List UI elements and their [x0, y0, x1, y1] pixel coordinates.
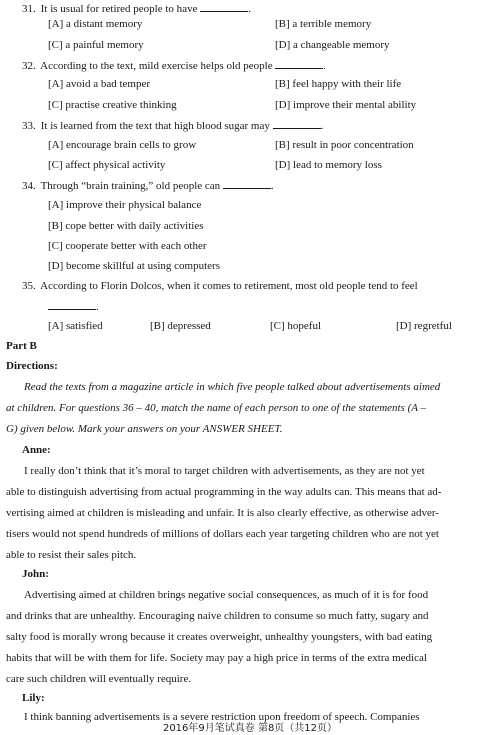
answer-blank: [48, 300, 96, 310]
option-a: [A] encourage brain cells to grow: [48, 139, 197, 151]
question-33: 33. It is learned from the text that high blood sugar may .: [22, 120, 324, 132]
question-stem: It is learned from the text that high blood sugar may: [40, 120, 270, 132]
option-c: [C] practise creative thinking: [48, 99, 177, 111]
question-stem: According to Florin Dolcos, when it comes to retirement, most old people tend to feel: [40, 280, 418, 292]
option-d: [D] improve their mental ability: [275, 99, 417, 111]
option-c: [C] a painful memory: [48, 39, 144, 51]
paragraph-line: salty food is morally wrong because it creates overweight, unhealthy youngsters, with bad eating: [6, 631, 433, 643]
question-stem: Through “brain training,” old people can: [40, 180, 221, 192]
speaker-name: John:: [22, 568, 49, 580]
answer-blank: [273, 119, 321, 129]
question-number: 34.: [22, 180, 36, 192]
option-c: [C] hopeful: [270, 320, 322, 332]
paragraph-line: care such children will eventually require.: [6, 673, 192, 685]
option-a: [A] avoid a bad temper: [48, 78, 151, 90]
speaker-name: Anne:: [22, 444, 51, 456]
paragraph-line: and drinks that are unhealthy. Encouraging naive children to consume so much fatty, sugary and: [6, 610, 429, 622]
question-stem: It is usual for retired people to have: [40, 3, 198, 15]
paragraph-line: habits that will be with them for life. Society may pay a high price in terms of the extra medical: [6, 652, 427, 664]
question-number: 35.: [22, 280, 36, 292]
question-31: 31. It is usual for retired people to have .: [22, 3, 251, 15]
option-b: [B] depressed: [150, 320, 211, 332]
section-heading: Part B: [6, 340, 37, 352]
option-b: [B] result in poor concentration: [275, 139, 414, 151]
directions-line: at children. For questions 36 – 40, match the name of each person to one of the statements (A –: [6, 402, 427, 414]
option-a: [A] satisfied: [48, 320, 103, 332]
paragraph-line: able to resist their sales pitch.: [6, 549, 137, 561]
option-d: [D] regretful: [396, 320, 452, 332]
option-b: [B] cope better with daily activities: [48, 220, 204, 232]
directions-line: G) given below. Mark your answers on your ANSWER SHEET.: [6, 423, 283, 435]
answer-blank: [200, 2, 248, 12]
paragraph-line: I really don’t think that it’s moral to target children with advertisements, as they are not yet: [24, 465, 425, 477]
option-c: [C] cooperate better with each other: [48, 240, 207, 252]
option-b: [B] feel happy with their life: [275, 78, 402, 90]
answer-blank: [275, 59, 323, 69]
paragraph-line: vertising aimed at children is misleading and unfair. It is also clearly effective, as otherwise adver-: [6, 507, 440, 519]
speaker-name: Lily:: [22, 692, 45, 704]
answer-blank-line: .: [48, 300, 99, 314]
paragraph-line: I think banning advertisements is a severe restriction upon freedom of speech. Companies: [24, 711, 420, 723]
paragraph-line: able to distinguish advertising from actual programming in the way adults can. This means that ad-: [6, 486, 442, 498]
question-32: 32. According to the text, mild exercise helps old people .: [22, 60, 327, 72]
directions-line: Read the texts from a magazine article in which five people talked about advertisements aimed: [24, 381, 441, 393]
paragraph-line: tisers would not spend hundreds of millions of dollars each year targeting children who are not yet: [6, 528, 439, 540]
option-d: [D] a changeable memory: [275, 39, 390, 51]
option-a: [A] a distant memory: [48, 18, 143, 30]
answer-blank: [223, 179, 271, 189]
option-a: [A] improve their physical balance: [48, 199, 202, 211]
option-d: [D] become skillful at using computers: [48, 260, 220, 272]
question-stem: According to the text, mild exercise helps old people: [40, 60, 273, 72]
option-b: [B] a terrible memory: [275, 18, 372, 30]
question-number: 32.: [22, 60, 36, 72]
question-35: [22, 280, 492, 293]
option-d: [D] lead to memory loss: [275, 159, 382, 171]
directions-label: Directions:: [6, 360, 58, 372]
question-number: 31.: [22, 3, 36, 15]
question-number: 33.: [22, 120, 36, 132]
option-c: [C] affect physical activity: [48, 159, 166, 171]
question-34: 34. Through “brain training,” old people can .: [22, 180, 274, 192]
paragraph-line: Advertising aimed at children brings negative social consequences, as much of it is for food: [24, 589, 429, 601]
page-footer: 2016年9月笔试真卷 第8页（共12页）: [162, 723, 338, 734]
